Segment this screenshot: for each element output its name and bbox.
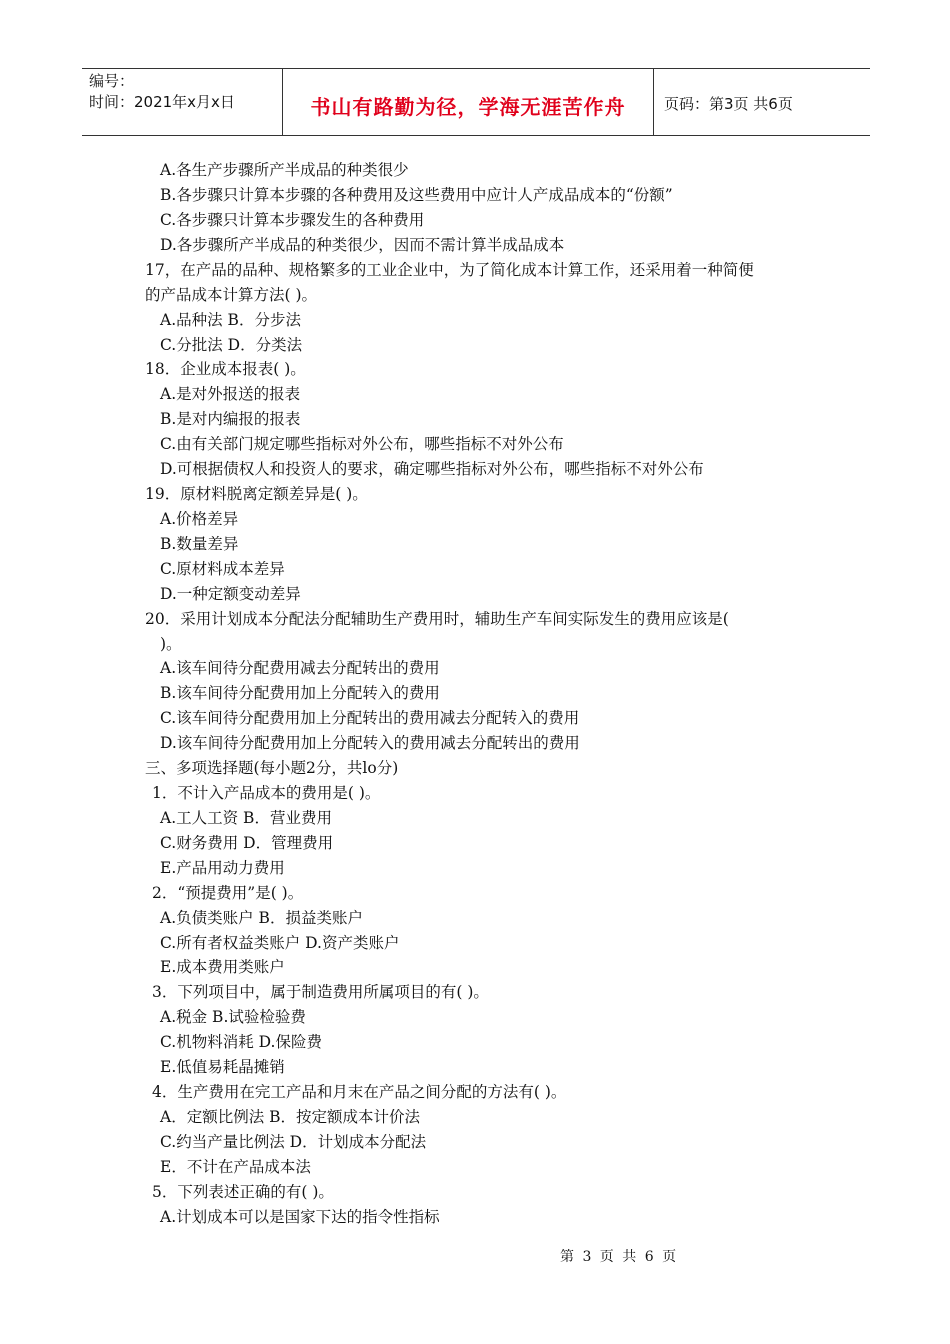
text-line: C.财务费用 D．管理费用 bbox=[160, 834, 334, 852]
text-line: C.分批法 D．分类法 bbox=[160, 336, 303, 354]
text-line: A.品种法 B．分步法 bbox=[160, 311, 301, 329]
text-line: C.各步骤只计算本步骤发生的各种费用 bbox=[160, 211, 425, 229]
text-line: E．不计在产品成本法 bbox=[160, 1158, 311, 1176]
text-line: A.该车间待分配费用减去分配转出的费用 bbox=[160, 659, 440, 677]
question-17: 17，在产品的品种、规格繁多的工业企业中，为了简化成本计算工作，还采用着一种简便 bbox=[145, 261, 754, 279]
text-line: B.是对内编报的报表 bbox=[160, 410, 301, 428]
text-line: C.原材料成本差异 bbox=[160, 560, 285, 578]
text-line: E.成本费用类账户 bbox=[160, 958, 285, 976]
question-m3: 3．下列项目中，属于制造费用所属项目的有( )。 bbox=[152, 983, 489, 1001]
text-line: )。 bbox=[160, 635, 182, 653]
question-m1: 1．不计入产品成本的费用是( )。 bbox=[152, 784, 381, 802]
text-line: C.该车间待分配费用加上分配转出的费用减去分配转入的费用 bbox=[160, 709, 580, 727]
question-m2: 2．“预提费用”是( )。 bbox=[152, 884, 304, 902]
text-line: B.该车间待分配费用加上分配转入的费用 bbox=[160, 684, 440, 702]
text-line: C.由有关部门规定哪些指标对外公布，哪些指标不对外公布 bbox=[160, 435, 564, 453]
text-line: B.数量差异 bbox=[160, 535, 239, 553]
text-line: D.该车间待分配费用加上分配转入的费用减去分配转出的费用 bbox=[160, 734, 580, 752]
text-line: E.低值易耗晶摊销 bbox=[160, 1058, 285, 1076]
text-line: A．定额比例法 B．按定额成本计价法 bbox=[160, 1108, 421, 1126]
question-m5: 5．下列表述正确的有( )。 bbox=[152, 1183, 334, 1201]
text-line: 的产品成本计算方法( )。 bbox=[145, 286, 318, 304]
text-line: A.价格差异 bbox=[160, 510, 239, 528]
page-footer: 第 3 页 共 6 页 bbox=[560, 1249, 679, 1265]
text-line: B.各步骤只计算本步骤的各种费用及这些费用中应计人产成品成本的“份额” bbox=[160, 186, 673, 204]
question-18: 18．企业成本报表( )。 bbox=[145, 360, 306, 378]
text-line: C.机物料消耗 D.保险费 bbox=[160, 1033, 322, 1051]
text-line: A.计划成本可以是国家下达的指令性指标 bbox=[160, 1208, 440, 1226]
text-line: D.各步骤所产半成品的种类很少，因而不需计算半成品成本 bbox=[160, 236, 565, 254]
header-motto: 书山有路勤为径，学海无涯苦作舟 bbox=[283, 69, 654, 135]
text-line: C.约当产量比例法 D．计划成本分配法 bbox=[160, 1133, 427, 1151]
code-label: 编号： bbox=[89, 72, 135, 90]
text-line: A.各生产步骤所产半成品的种类很少 bbox=[160, 161, 409, 179]
section-heading: 三、多项选择题(每小题2分，共lo分) bbox=[145, 759, 399, 777]
text-line: A.负债类账户 B．损益类账户 bbox=[160, 909, 363, 927]
text-line: A.是对外报送的报表 bbox=[160, 385, 301, 403]
question-m4: 4．生产费用在完工产品和月末在产品之间分配的方法有( )。 bbox=[152, 1083, 567, 1101]
question-19: 19．原材料脱离定额差异是( )。 bbox=[145, 485, 368, 503]
page-header bbox=[82, 68, 870, 136]
text-line: C.所有者权益类账户 D.资产类账户 bbox=[160, 934, 400, 952]
question-20: 20．采用计划成本分配法分配辅助生产费用时，辅助生产车间实际发生的费用应该是( bbox=[145, 610, 729, 628]
header-meta bbox=[82, 69, 283, 135]
header-page-number: 页码：第3页 共6页 bbox=[664, 95, 793, 113]
text-line: E.产品用动力费用 bbox=[160, 859, 285, 877]
text-line: D.一种定额变动差异 bbox=[160, 585, 301, 603]
text-line: D.可根据债权人和投资人的要求，确定哪些指标对外公布，哪些指标不对外公布 bbox=[160, 460, 704, 478]
text-line: A.工人工资 B．营业费用 bbox=[160, 809, 332, 827]
text-line: A.税金 B.试验检验费 bbox=[160, 1008, 306, 1026]
time-label: 时间：2021年x月x日 bbox=[89, 93, 235, 111]
